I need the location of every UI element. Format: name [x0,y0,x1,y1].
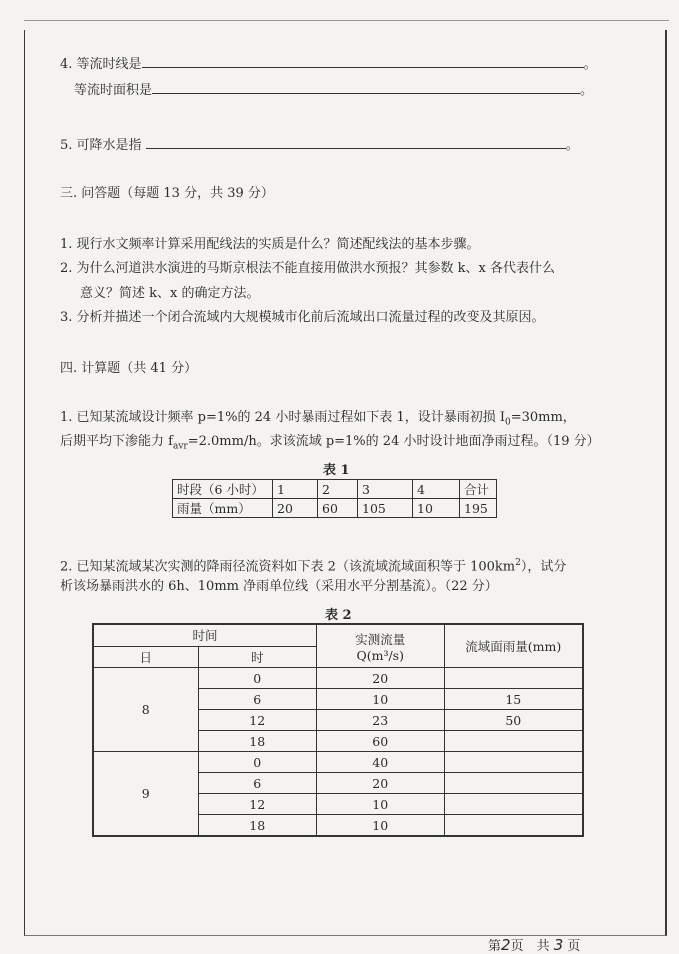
calc1-line1-tail: =30mm， [510,410,576,425]
calc1-line1-sub: 0 [504,417,511,428]
q5-number: 5. [60,138,73,153]
calc1-line2-tail: =2.0mm/h。求该流域 p=1%的 24 小时设计地面净雨过程。（19 分） [187,434,600,449]
table2-hour-cell: 18 [198,815,316,837]
table2-flow-cell: 40 [316,752,444,773]
table2-header-day: 日 [93,646,198,668]
table1-data-row [173,499,497,518]
q5-blank[interactable] [146,135,566,149]
table2-hour-cell: 6 [198,773,316,794]
calc1-line2 [60,433,600,456]
table2-header-row [93,624,583,646]
table2-hour-cell: 0 [198,668,316,689]
calc1-line2-text: 后期平均下渗能力 f [60,434,173,449]
table2-rain-cell: 15 [444,689,583,710]
calc2-line1-tail: ），试分 [520,559,567,575]
table2-rain-cell [444,731,583,752]
footer-suffix: 页 [567,939,581,954]
q4-area-label: 等流时面积是 [74,83,153,98]
table2 [92,623,584,837]
calc2-line2: 析该场暴雨洪水的 6h、10mm 净雨单位线（采用水平分割基流）。（22 分） [60,579,498,594]
table2-day-cell: 9 [93,752,198,837]
table2-flow-cell: 10 [316,794,444,815]
footer-prefix: 第 [488,939,502,954]
q4-number: 4. [60,57,73,72]
table1-header-row [173,480,497,499]
section3-q3: 3. 分析并描述一个闭合流域内大规模城市化前后流域出口流量过程的改变及其原因。 [60,310,545,325]
table2-caption: 表 2 [325,608,352,623]
table1-header-cell: 2 [318,480,358,499]
footer-page-total: 3 [553,936,564,954]
table2-rain-cell [444,773,583,794]
table1-cell: 雨量（mm） [173,499,273,518]
table2-rain-cell [444,794,583,815]
table1-header-cell: 合计 [460,480,497,499]
table1-cell: 105 [358,499,413,518]
table1-cell: 60 [318,499,358,518]
table2-hour-cell: 6 [198,689,316,710]
q4-area-end: 。 [580,83,594,98]
table2-row [93,668,583,689]
table2-rain-cell: 50 [444,710,583,731]
table1 [172,479,497,518]
table2-header-time: 时间 [93,624,316,646]
table2-flow-cell: 20 [316,773,444,794]
q4-blank[interactable] [142,54,584,68]
table2-hour-cell: 18 [198,731,316,752]
calc1-line1-text: 1. 已知某流域设计频率 p=1%的 24 小时暴雨过程如下表 1，设计暴雨初损 I [60,410,505,425]
q4-label: 等流时线是 [76,57,142,72]
table2-header-flow-2: Q(m³/s) [356,647,404,663]
page-footer [488,935,580,954]
table2-hour-cell: 12 [198,794,316,815]
table2-hour-cell: 12 [198,710,316,731]
table2-flow-cell: 60 [316,731,444,752]
top-rule [24,20,669,21]
table1-header-cell: 时段（6 小时） [173,480,273,499]
section3-q1: 1. 现行水文频率计算采用配线法的实质是什么？简述配线法的基本步骤。 [60,237,480,252]
q4-line [60,54,597,74]
q4-end: 。 [583,57,597,72]
table1-cell: 195 [460,499,497,518]
section3-q2: 2. 为什么河道洪水演进的马斯京根法不能直接用做洪水预报？其参数 k、x 各代表什么 [60,261,556,276]
table1-cell: 20 [273,499,318,518]
table1-caption: 表 1 [323,463,350,478]
table2-flow-cell: 10 [316,689,444,710]
table2-flow-cell: 23 [316,710,444,731]
table2-rain-cell [444,815,583,837]
footer-mid: 页 共 [510,939,550,954]
table1-header-cell: 3 [358,480,413,499]
table2-header-flow [316,624,444,668]
q5-label: 可降水是指 [76,138,142,153]
table2-header-flow-1: 实测流量 [355,631,406,647]
section3-title: 三. 问答题（每题 13 分，共 39 分） [60,186,274,201]
table2-flow-cell: 20 [316,668,444,689]
table1-header-cell: 1 [273,480,318,499]
table2-row [93,752,583,773]
calc2-line1-sup: 2 [515,558,521,568]
calc2-line1-text: 2. 已知某流域某次实测的降雨径流资料如下表 2（该流域流域面积等于 100km [60,559,516,575]
q5-end: 。 [565,138,579,153]
table2-header-rain: 流域面雨量(mm) [444,624,583,668]
table2-body [93,668,583,837]
section4-title: 四. 计算题（共 41 分） [60,361,198,376]
section3-q2-cont: 意义？简述 k、x 的确定方法。 [80,286,260,301]
q4-area-line [74,80,593,100]
calc2-line1 [60,554,566,576]
table2-hour-cell: 0 [198,752,316,773]
table1-cell: 10 [413,499,460,518]
q4-area-blank[interactable] [152,80,580,94]
q5-line [60,135,579,155]
table2-rain-cell [444,668,583,689]
calc1-line2-sub: avr [172,441,188,452]
calc1-line1 [60,409,576,432]
table2-rain-cell [444,752,583,773]
table2-flow-cell: 10 [316,815,444,837]
footer-page-current: 2 [501,936,511,954]
table2-header-hour: 时 [198,646,316,668]
table2-day-cell: 8 [93,668,198,752]
table1-header-cell: 4 [413,480,460,499]
